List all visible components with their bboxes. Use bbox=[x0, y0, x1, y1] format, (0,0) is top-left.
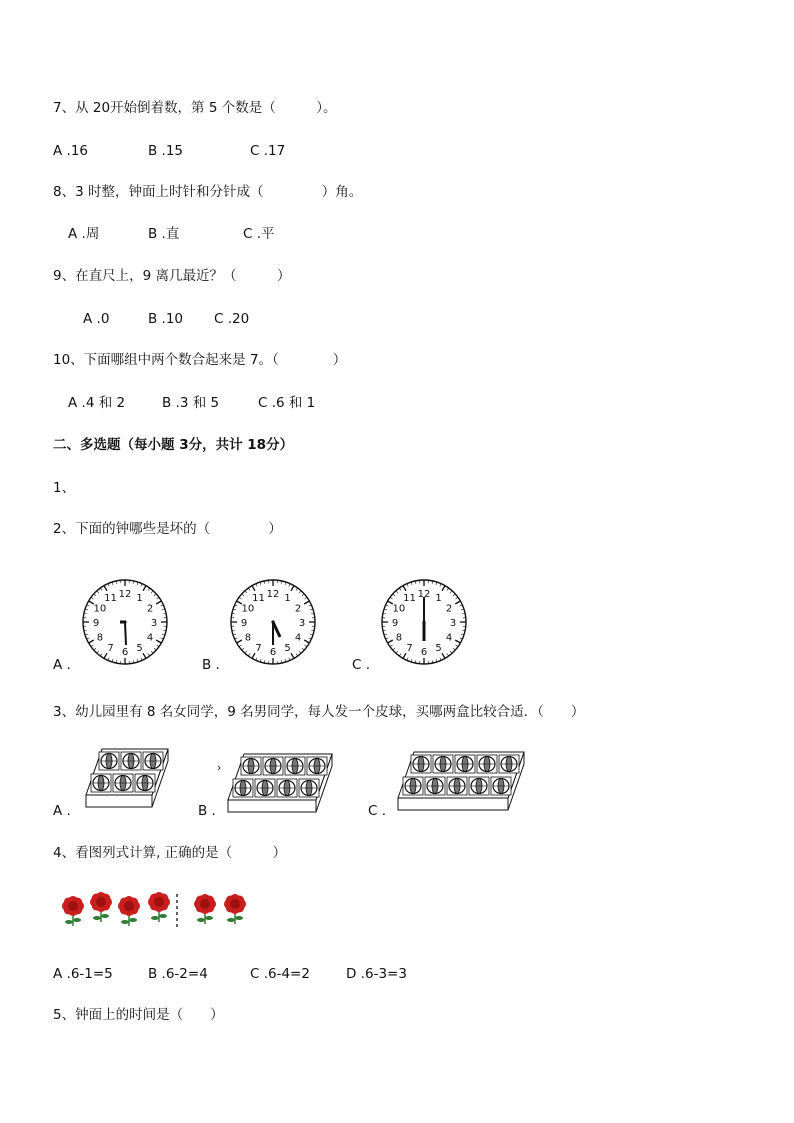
flower-icon bbox=[90, 892, 112, 922]
clock-number: 10 bbox=[93, 603, 107, 615]
clock-number: 12 bbox=[417, 589, 431, 600]
clock-number: 5 bbox=[435, 643, 442, 655]
clock-number: 8 bbox=[244, 632, 252, 644]
clock-a-minute-hand bbox=[125, 622, 126, 645]
clock-number: 6 bbox=[269, 647, 277, 658]
flower-icon bbox=[148, 892, 170, 922]
clock-c-icon bbox=[379, 575, 469, 665]
clock-number: 3 bbox=[449, 618, 457, 629]
clock-number: 8 bbox=[395, 632, 403, 644]
q7-option-b[interactable]: B .15 bbox=[148, 143, 184, 159]
clock-number: 7 bbox=[255, 643, 262, 655]
clock-number: 2 bbox=[294, 603, 302, 615]
tick-mark: › bbox=[217, 761, 222, 774]
clock-number: 2 bbox=[146, 603, 154, 615]
q10-option-b[interactable]: B .3 和 5 bbox=[162, 395, 220, 411]
clock-c-figure bbox=[379, 575, 469, 669]
clock-number: 1 bbox=[136, 592, 143, 604]
q8-option-c[interactable]: C .平 bbox=[243, 226, 275, 242]
clock-number: 8 bbox=[96, 632, 104, 644]
m4-option-a[interactable]: A .6-1=5 bbox=[53, 966, 113, 982]
clock-number: 10 bbox=[241, 603, 255, 615]
q7-option-a[interactable]: A .16 bbox=[53, 143, 88, 159]
q7-option-c[interactable]: C .17 bbox=[250, 143, 286, 159]
clock-number: 9 bbox=[391, 618, 399, 629]
flowers-figure bbox=[53, 890, 258, 939]
clock-number: 4 bbox=[146, 632, 154, 644]
q9-option-a[interactable]: A .0 bbox=[83, 311, 110, 327]
clock-number: 11 bbox=[252, 592, 265, 604]
q8-option-b[interactable]: B .直 bbox=[148, 226, 180, 242]
m3-question: 3、幼儿园里有 8 名女同学，9 名男同学，每人发一个皮球，买哪两盒比较合适．（ ） bbox=[53, 704, 585, 720]
m3-label-b[interactable]: B . bbox=[198, 803, 216, 819]
ball-box-a-icon bbox=[78, 745, 188, 815]
clock-number: 10 bbox=[392, 603, 406, 615]
q8-question: 8、3 时整，钟面上时针和分针成（ ）角。 bbox=[53, 184, 363, 200]
ball-box-b-icon bbox=[220, 750, 345, 815]
clock-number: 3 bbox=[298, 618, 306, 629]
clock-number: 5 bbox=[284, 643, 291, 655]
m1-question: 1、 bbox=[53, 480, 76, 496]
clock-b-icon bbox=[228, 575, 318, 665]
m2-question: 2、下面的钟哪些是坏的（ ） bbox=[53, 521, 282, 537]
m5-question: 5、钟面上的时间是（ ） bbox=[53, 1007, 224, 1023]
m2-label-a[interactable]: A . bbox=[53, 657, 71, 673]
clock-number: 6 bbox=[420, 647, 428, 658]
clock-number: 4 bbox=[294, 632, 302, 644]
clock-number: 9 bbox=[92, 618, 100, 629]
q10-option-a[interactable]: A .4 和 2 bbox=[68, 395, 126, 411]
clock-a-figure bbox=[80, 575, 170, 669]
clock-number: 7 bbox=[406, 643, 413, 655]
ball-box-b bbox=[220, 750, 345, 819]
clock-number: 5 bbox=[136, 643, 143, 655]
q9-option-b[interactable]: B .10 bbox=[148, 311, 184, 327]
q8-option-a[interactable]: A .周 bbox=[68, 226, 100, 242]
m4-option-d[interactable]: D .6-3=3 bbox=[346, 966, 407, 982]
q9-option-c[interactable]: C .20 bbox=[214, 311, 250, 327]
m4-option-b[interactable]: B .6-2=4 bbox=[148, 966, 208, 982]
clock-number: 1 bbox=[284, 592, 291, 604]
clock-b-figure bbox=[228, 575, 318, 669]
section-heading: 二、多选题（每小题 3分，共计 18分） bbox=[53, 437, 294, 453]
clock-number: 1 bbox=[435, 592, 442, 604]
m2-label-c[interactable]: C . bbox=[352, 657, 371, 673]
ball-box-a bbox=[78, 745, 188, 819]
clock-number: 3 bbox=[150, 618, 158, 629]
clock-number: 4 bbox=[445, 632, 453, 644]
q9-question: 9、在直尺上，9 离几最近？（ ） bbox=[53, 268, 291, 284]
clock-number: 9 bbox=[240, 618, 248, 629]
flower-icon bbox=[62, 896, 84, 926]
m4-option-c[interactable]: C .6-4=2 bbox=[250, 966, 310, 982]
m4-question: 4、看图列式计算, 正确的是（ ） bbox=[53, 845, 287, 861]
q10-question: 10、下面哪组中两个数合起来是 7。（ ） bbox=[53, 352, 347, 368]
clock-number: 6 bbox=[121, 647, 129, 658]
flower-icon bbox=[194, 894, 216, 924]
flower-icon bbox=[118, 896, 140, 926]
q7-question: 7、从 20开始倒着数，第 5 个数是（ ）。 bbox=[53, 100, 337, 116]
clock-number: 12 bbox=[266, 589, 280, 600]
ball-box-c bbox=[390, 748, 538, 819]
clock-a-icon bbox=[80, 575, 170, 665]
m2-label-b[interactable]: B . bbox=[202, 657, 220, 673]
clock-number: 12 bbox=[118, 589, 132, 600]
clock-number: 7 bbox=[107, 643, 114, 655]
clock-number: 11 bbox=[104, 592, 117, 604]
flowers-icon bbox=[53, 890, 258, 935]
q10-option-c[interactable]: C .6 和 1 bbox=[258, 395, 316, 411]
m3-label-a[interactable]: A . bbox=[53, 803, 71, 819]
clock-number: 2 bbox=[445, 603, 453, 615]
ball-box-c-icon bbox=[390, 748, 538, 815]
flower-icon bbox=[224, 894, 246, 924]
clock-number: 11 bbox=[403, 592, 416, 604]
m3-label-c[interactable]: C . bbox=[368, 803, 387, 819]
